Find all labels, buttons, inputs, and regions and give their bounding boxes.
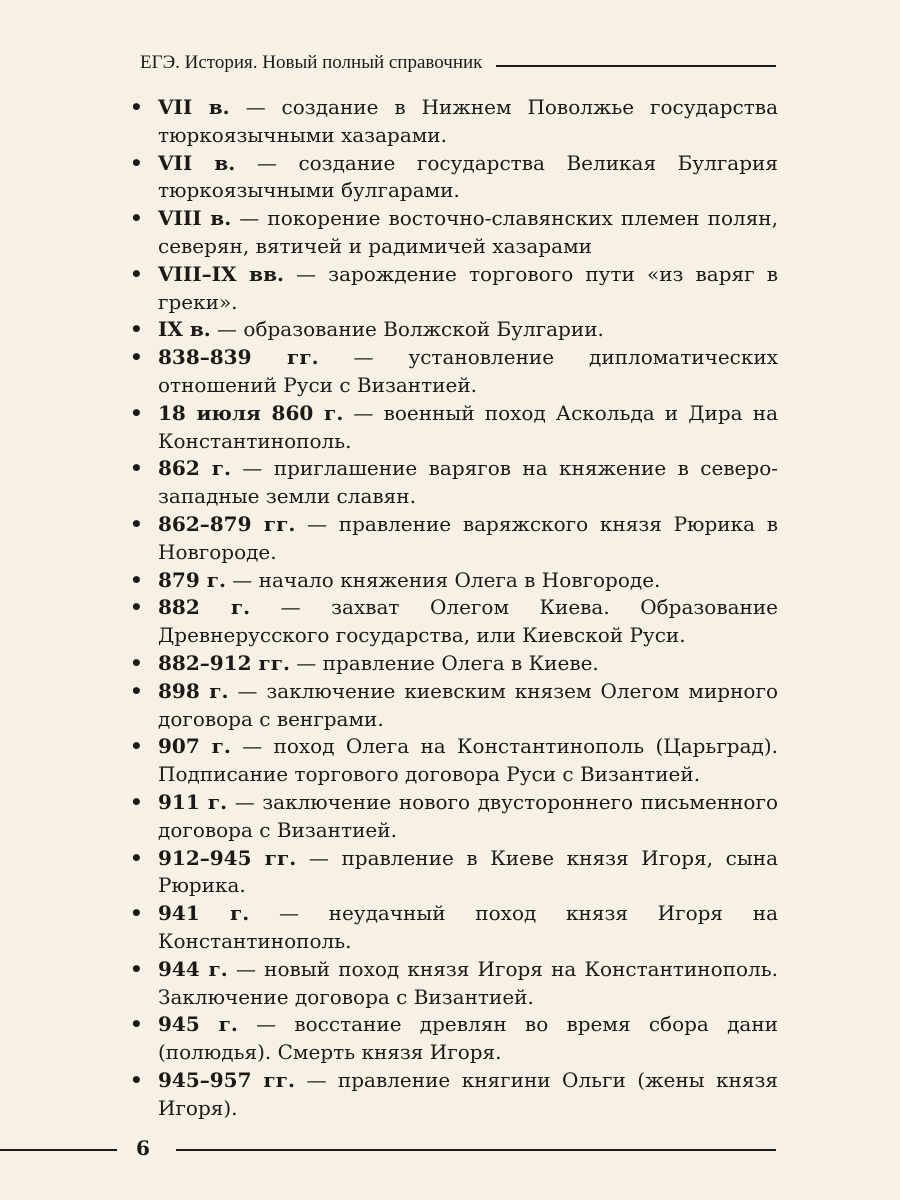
running-head (140, 48, 776, 78)
bullet-icon: • (130, 956, 143, 981)
bullet-icon: • (130, 650, 143, 675)
chronology-entry (126, 316, 778, 344)
chronology-entry (126, 261, 778, 317)
entry-date: 945–957 гг. (158, 1067, 296, 1092)
chronology-entry (126, 678, 778, 734)
entry-text: — неудачный поход князя Игоря на Константинополь. (158, 901, 778, 953)
entry-text: — заключение нового двустороннего письменного договора с Византией. (158, 789, 778, 842)
entry-date: VII в. (158, 150, 236, 175)
bullet-icon: • (130, 345, 143, 370)
chronology-entry (126, 594, 778, 650)
entry-text: — правление варяжского князя Рюрика в Новгороде. (158, 511, 778, 564)
bullet-icon: • (130, 734, 143, 759)
entry-text: — восстание древлян во время сбора дани (полюдья). Смерть князя Игоря. (158, 1012, 778, 1065)
entry-date: 838–839 гг. (158, 345, 319, 370)
entry-date: 862 г. (158, 456, 231, 481)
chronology-entry (126, 205, 778, 261)
entry-text: — создание в Нижнем Поволжье государства тюркоязычными хазарами. (158, 95, 778, 147)
bullet-icon: • (130, 261, 143, 286)
entry-date: 882–912 гг. (158, 650, 290, 675)
bullet-icon: • (130, 845, 143, 870)
entry-text: — новый поход князя Игоря на Константинополь. Заключение договора с Византией. (158, 956, 778, 1009)
entry-text: — покорение восточно-славянских племен полян, северян, вятичей и радимичей хазарами (158, 206, 778, 258)
bullet-icon: • (130, 789, 143, 814)
entry-date: IX в. (158, 317, 211, 342)
chronology-entry (126, 400, 778, 456)
chronology-entry (126, 789, 778, 845)
chronology-entry (126, 455, 778, 511)
entry-date: 944 г. (158, 956, 228, 981)
chronology-entry (126, 94, 778, 150)
chronology-list (126, 94, 778, 1122)
bullet-icon: • (130, 150, 143, 175)
running-head-title: ЕГЭ. История. Новый полный справочник (140, 52, 483, 73)
entry-date: 862–879 гг. (158, 511, 296, 536)
page-number: 6 (136, 1136, 150, 1160)
entry-text: — правление Олега в Киеве. (289, 650, 599, 675)
entry-text: — военный поход Аскольда и Дира на Константинополь. (158, 400, 778, 453)
bullet-icon: • (130, 1012, 143, 1037)
entry-date: 898 г. (158, 678, 229, 703)
entry-date: 882 г. (158, 595, 251, 620)
chronology-entry (126, 344, 778, 400)
entry-text: — поход Олега на Константинополь (Царьград). Подписание торгового договора Руси с Византией. (158, 734, 778, 787)
bullet-icon: • (130, 678, 143, 703)
entry-text: — установление дипломатических отношений Руси с Византией. (158, 345, 778, 397)
entry-date: VIII в. (158, 206, 232, 231)
bullet-icon: • (130, 1067, 143, 1092)
entry-date: VII в. (158, 95, 230, 119)
chronology-entry (126, 567, 778, 595)
bullet-icon: • (130, 511, 143, 536)
chronology-entry (126, 1011, 778, 1067)
bullet-icon: • (130, 95, 143, 119)
entry-date: 911 г. (158, 789, 228, 814)
bullet-icon: • (130, 400, 143, 425)
footer-rule-left (0, 1149, 117, 1151)
bullet-icon: • (130, 901, 143, 926)
entry-text: — захват Олегом Киева. Образование Древнерусского государства, или Киевской Руси. (158, 595, 779, 648)
entry-text: — заключение киевским князем Олегом мирного договора с венграми. (158, 678, 778, 731)
entry-text: — приглашение варягов на княжение в северо-западные земли славян. (158, 456, 778, 509)
entry-text: — создание государства Великая Булгария тюркоязычными булгарами. (158, 150, 778, 203)
bullet-icon: • (130, 595, 143, 620)
entry-text: — правление в Киеве князя Игоря, сына Рюрика. (158, 845, 778, 898)
chronology-entry (126, 845, 778, 901)
footer-rule-right (176, 1149, 776, 1151)
entry-date: 907 г. (158, 734, 231, 759)
chronology-entry (126, 511, 778, 567)
entry-date: 18 июля 860 г. (158, 400, 344, 425)
entry-date: VIII–IX вв. (158, 261, 284, 286)
chronology-entry (126, 650, 778, 678)
header-rule (496, 65, 776, 67)
chronology-entry (126, 733, 778, 789)
bullet-icon: • (130, 206, 143, 231)
entry-date: 912–945 гг. (158, 845, 297, 870)
entry-date: 941 г. (158, 901, 250, 926)
entry-text: — правление княгини Ольги (жены князя Игоря). (158, 1067, 778, 1120)
bullet-icon: • (130, 456, 143, 481)
entry-text: — начало княжения Олега в Новгороде. (225, 567, 661, 592)
entry-text: — образование Волжской Булгарии. (210, 317, 604, 342)
chronology-entry (126, 1067, 778, 1123)
entry-date: 879 г. (158, 567, 226, 592)
chronology-entry (126, 900, 778, 956)
chronology-entry (126, 956, 778, 1012)
bullet-icon: • (130, 567, 143, 592)
bullet-icon: • (130, 317, 143, 342)
entry-date: 945 г. (158, 1012, 238, 1037)
entry-text: — зарождение торгового пути «из варяг в греки». (158, 261, 778, 314)
chronology-entry (126, 150, 778, 206)
